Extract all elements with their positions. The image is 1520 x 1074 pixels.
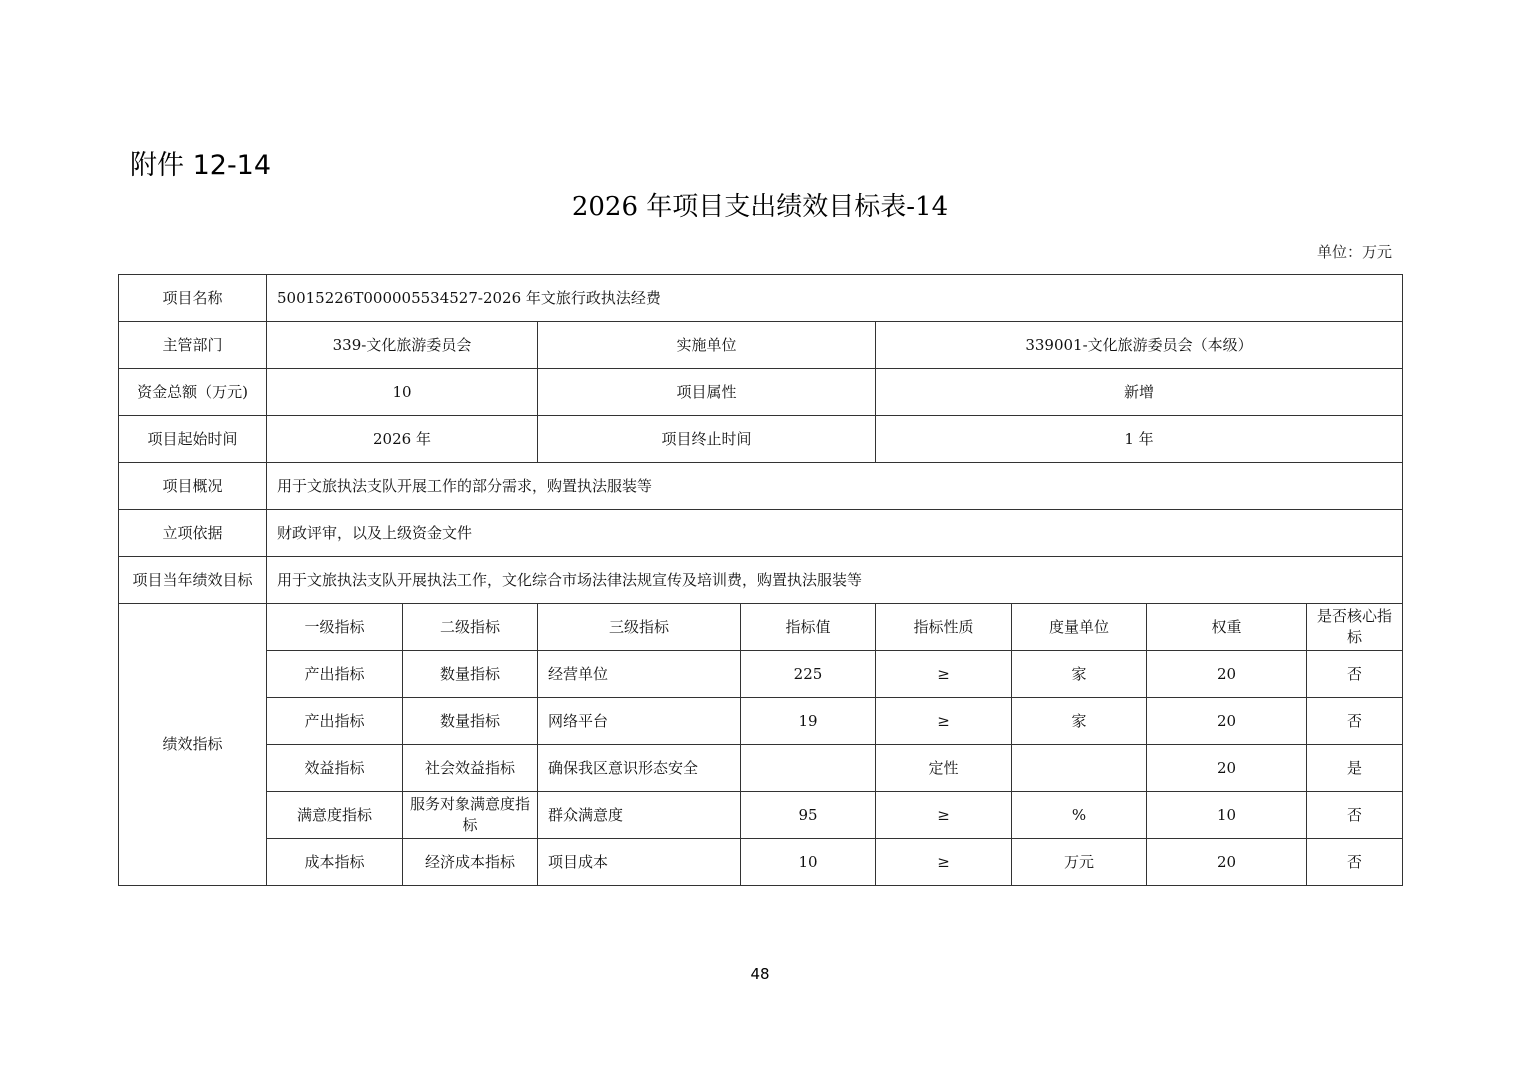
- cell-level1: 满意度指标: [267, 792, 403, 839]
- cell-nature: ≥: [876, 651, 1012, 698]
- indicators-section-label: 绩效指标: [119, 604, 267, 886]
- cell-level2: 数量指标: [403, 698, 538, 745]
- cell-core: 否: [1307, 651, 1403, 698]
- overview-label: 项目概况: [119, 463, 267, 510]
- cell-level1: 产出指标: [267, 698, 403, 745]
- end-label: 项目终止时间: [538, 416, 876, 463]
- end-value: 1 年: [876, 416, 1403, 463]
- header-level3: 三级指标: [538, 604, 741, 651]
- funds-label: 资金总额（万元): [119, 369, 267, 416]
- cell-level3: 确保我区意识形态安全: [538, 745, 741, 792]
- cell-unit: 家: [1012, 651, 1147, 698]
- cell-unit: 家: [1012, 698, 1147, 745]
- cell-value: 19: [741, 698, 876, 745]
- funds-value: 10: [267, 369, 538, 416]
- header-nature: 指标性质: [876, 604, 1012, 651]
- table-row: [119, 698, 1403, 745]
- overview-value: 用于文旅执法支队开展工作的部分需求，购置执法服装等: [267, 463, 1403, 510]
- cell-level2: 经济成本指标: [403, 839, 538, 886]
- cell-value: 225: [741, 651, 876, 698]
- cell-level1: 产出指标: [267, 651, 403, 698]
- funds-row: [119, 369, 1403, 416]
- header-level2: 二级指标: [403, 604, 538, 651]
- goal-label: 项目当年绩效目标: [119, 557, 267, 604]
- table-row: [119, 651, 1403, 698]
- header-weight: 权重: [1147, 604, 1307, 651]
- performance-table: [118, 274, 1403, 886]
- impl-value: 339001-文化旅游委员会（本级）: [876, 322, 1403, 369]
- cell-nature: ≥: [876, 839, 1012, 886]
- project-name-row: [119, 275, 1403, 322]
- cell-unit: 万元: [1012, 839, 1147, 886]
- header-unit: 度量单位: [1012, 604, 1147, 651]
- goal-row: [119, 557, 1403, 604]
- department-row: [119, 322, 1403, 369]
- cell-nature: ≥: [876, 698, 1012, 745]
- cell-level1: 成本指标: [267, 839, 403, 886]
- project-name-label: 项目名称: [119, 275, 267, 322]
- cell-core: 否: [1307, 792, 1403, 839]
- cell-unit: [1012, 745, 1147, 792]
- cell-value: 95: [741, 792, 876, 839]
- attr-value: 新增: [876, 369, 1403, 416]
- table-row: [119, 839, 1403, 886]
- overview-row: [119, 463, 1403, 510]
- dept-value: 339-文化旅游委员会: [267, 322, 538, 369]
- cell-level3: 经营单位: [538, 651, 741, 698]
- page-number: 48: [750, 965, 770, 983]
- cell-unit: %: [1012, 792, 1147, 839]
- cell-weight: 20: [1147, 651, 1307, 698]
- cell-weight: 20: [1147, 745, 1307, 792]
- header-level1: 一级指标: [267, 604, 403, 651]
- cell-level2: 社会效益指标: [403, 745, 538, 792]
- page-title: 2026 年项目支出绩效目标表-14: [571, 192, 949, 222]
- cell-level3: 网络平台: [538, 698, 741, 745]
- header-value: 指标值: [741, 604, 876, 651]
- cell-weight: 10: [1147, 792, 1307, 839]
- cell-value: [741, 745, 876, 792]
- unit-label: 单位：万元: [1316, 243, 1392, 261]
- cell-nature: ≥: [876, 792, 1012, 839]
- start-label: 项目起始时间: [119, 416, 267, 463]
- cell-level3: 项目成本: [538, 839, 741, 886]
- cell-weight: 20: [1147, 839, 1307, 886]
- cell-level2: 数量指标: [403, 651, 538, 698]
- cell-level2: 服务对象满意度指标: [403, 792, 538, 839]
- indicator-header-row: [119, 604, 1403, 651]
- basis-value: 财政评审，以及上级资金文件: [267, 510, 1403, 557]
- attachment-label: 附件 12-14: [130, 150, 272, 181]
- cell-weight: 20: [1147, 698, 1307, 745]
- goal-value: 用于文旅执法支队开展执法工作，文化综合市场法律法规宣传及培训费，购置执法服装等: [267, 557, 1403, 604]
- cell-value: 10: [741, 839, 876, 886]
- cell-core: 是: [1307, 745, 1403, 792]
- cell-level3: 群众满意度: [538, 792, 741, 839]
- cell-nature: 定性: [876, 745, 1012, 792]
- project-name-value: 50015226T000005534527-2026 年文旅行政执法经费: [267, 275, 1403, 322]
- cell-level1: 效益指标: [267, 745, 403, 792]
- basis-label: 立项依据: [119, 510, 267, 557]
- cell-core: 否: [1307, 839, 1403, 886]
- time-row: [119, 416, 1403, 463]
- table-row: [119, 745, 1403, 792]
- basis-row: [119, 510, 1403, 557]
- impl-label: 实施单位: [538, 322, 876, 369]
- cell-core: 否: [1307, 698, 1403, 745]
- table-row: [119, 792, 1403, 839]
- dept-label: 主管部门: [119, 322, 267, 369]
- attr-label: 项目属性: [538, 369, 876, 416]
- header-core: 是否核心指标: [1307, 604, 1403, 651]
- start-value: 2026 年: [267, 416, 538, 463]
